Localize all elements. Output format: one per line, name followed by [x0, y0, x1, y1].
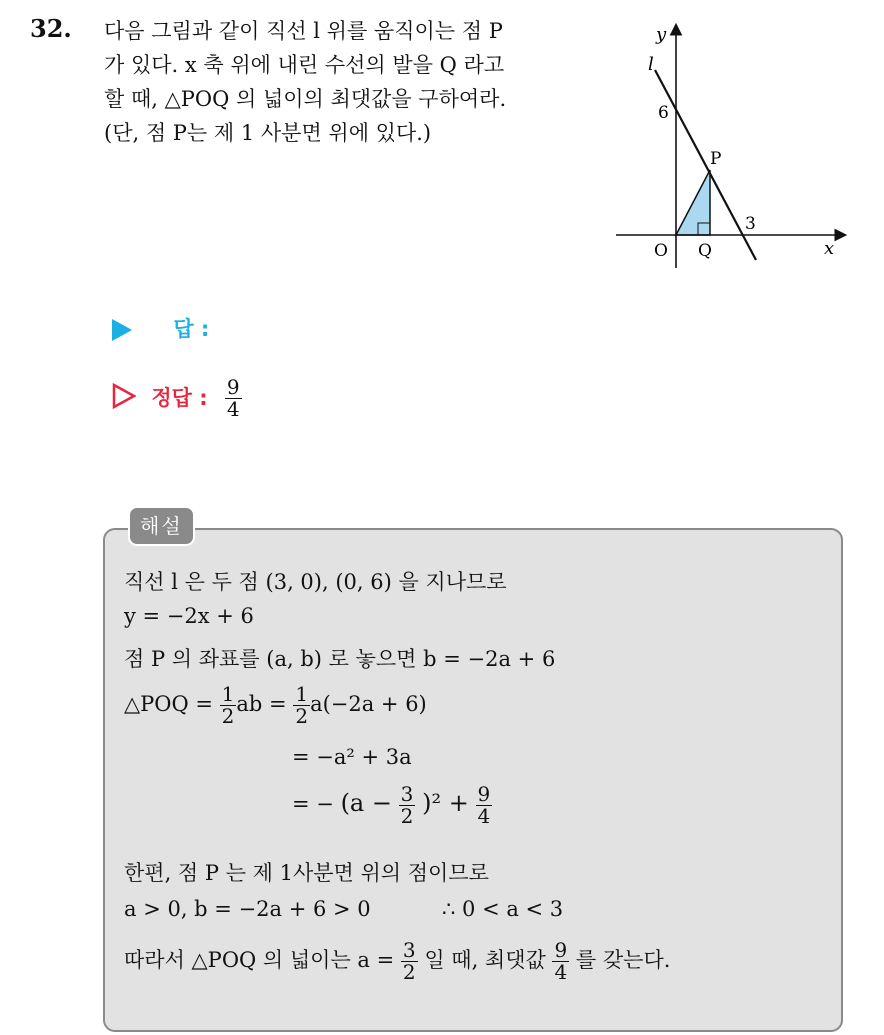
solution-step-3	[292, 784, 492, 827]
final-a: 따라서 △POQ 의 넓이는 a =	[124, 948, 395, 972]
solution-line-hanpyeon: 한편, 점 P 는 제 1사분면 위의 점이므로	[124, 861, 489, 885]
label-P: P	[710, 149, 722, 169]
two-den: 2	[400, 804, 414, 828]
final-nine-num: 9	[554, 938, 568, 962]
correct-answer-value	[225, 377, 242, 420]
solution-line-1: 직선 l 은 두 점 (3, 0), (0, 6) 을 지나므로	[124, 570, 507, 594]
correct-answer-label: 정답 :	[151, 385, 208, 410]
label-x: x	[824, 238, 835, 259]
final-two-den: 2	[402, 960, 416, 984]
half-den-2: 2	[295, 704, 309, 728]
solution-area-line	[124, 684, 427, 727]
three-halves	[399, 784, 416, 827]
area-lhs: △POQ =	[124, 692, 213, 716]
final-nine-fourths	[552, 940, 569, 983]
question-line-3: 할 때, △POQ 의 넓이의 최댓값을 구하여라.	[104, 87, 507, 111]
correct-answer-row	[112, 377, 242, 420]
triangle-poq	[676, 170, 710, 235]
label-O: O	[654, 241, 668, 261]
label-3: 3	[745, 214, 756, 234]
question-line-1: 다음 그림과 같이 직선 l 위를 움직이는 점 P	[104, 19, 503, 43]
answer-denominator: 4	[226, 397, 240, 421]
question-number: 32.	[30, 14, 72, 43]
solution-ineq-2: ∴ 0 < a < 3	[442, 897, 564, 921]
half-fraction	[220, 684, 237, 727]
play-icon	[112, 319, 132, 341]
three-num: 3	[400, 782, 414, 806]
final-three-halves	[401, 940, 418, 983]
step3-b: (a −	[340, 789, 392, 817]
a-expr: a(−2a + 6)	[310, 692, 427, 716]
nine-fourths	[476, 784, 493, 827]
solution-line-2: y = −2x + 6	[124, 604, 254, 628]
label-6: 6	[658, 103, 669, 123]
final-c: 를 갖는다.	[575, 948, 671, 972]
answer-label: 답 :	[173, 317, 210, 341]
answer-row	[112, 313, 209, 343]
half-fraction-2	[293, 684, 310, 727]
ab-text: ab =	[236, 692, 287, 716]
final-b: 일 때, 최댓값	[424, 948, 546, 972]
coordinate-figure	[612, 20, 848, 270]
step3-a: = −	[292, 792, 334, 816]
label-l: l	[648, 54, 654, 75]
step3-c: )² +	[422, 789, 469, 817]
solution-final	[124, 940, 670, 983]
half-num-2: 1	[295, 682, 309, 706]
solution-ineq-1: a > 0, b = −2a + 6 > 0	[124, 897, 371, 921]
half-den: 2	[221, 704, 235, 728]
question-line-2: 가 있다. x 축 위에 내린 수선의 발을 Q 라고	[104, 53, 505, 77]
four-den: 4	[477, 804, 491, 828]
solution-line-3: 점 P 의 좌표를 (a, b) 로 놓으면 b = −2a + 6	[124, 647, 556, 671]
play-outline-icon	[112, 383, 136, 414]
solution-tag: 해설	[128, 506, 195, 546]
nine-num: 9	[477, 782, 491, 806]
answer-numerator: 9	[226, 375, 240, 399]
final-three-num: 3	[402, 938, 416, 962]
final-four-den: 4	[554, 960, 568, 984]
label-y: y	[656, 24, 667, 45]
question-text	[104, 14, 594, 150]
question-line-4: (단, 점 P는 제 1 사분면 위에 있다.)	[104, 121, 432, 145]
half-num: 1	[221, 682, 235, 706]
label-Q: Q	[698, 241, 712, 261]
solution-step-2: = −a² + 3a	[292, 745, 412, 769]
